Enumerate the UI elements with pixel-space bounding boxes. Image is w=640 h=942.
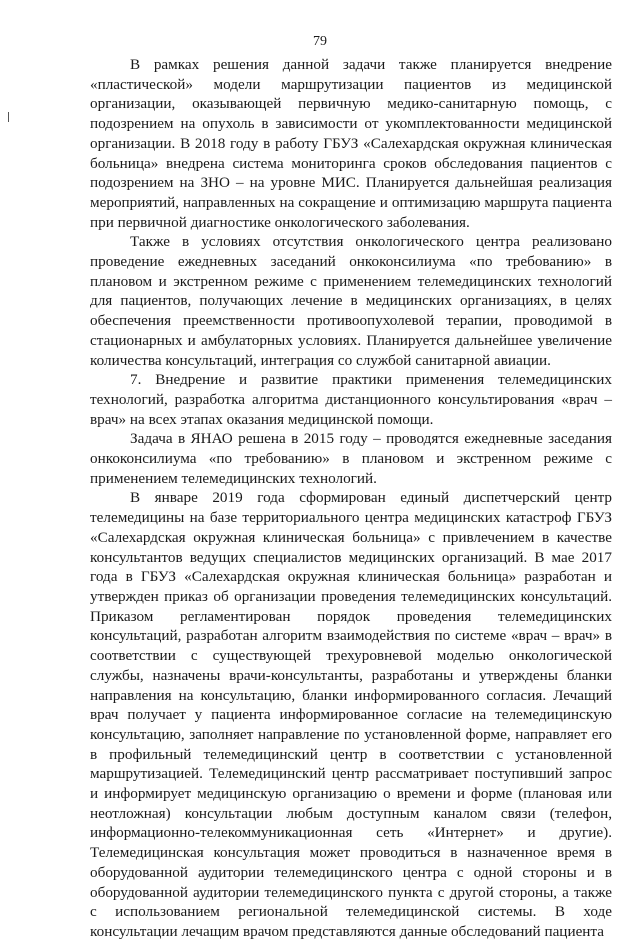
paragraph-3: 7. Внедрение и развитие практики применения телемедицинских технологий, разработка алгоритма дистанционного консультирования «врач – врач» на всех этапах оказания медицинской помощи. (90, 371, 612, 428)
paragraph-4: Задача в ЯНАО решена в 2015 году – проводятся ежедневные заседания онкоконсилиума «по требованию» в плановом и экстренном режиме с применением телемедицинских технологий. (90, 430, 612, 487)
document-body (90, 55, 612, 942)
page-number: 79 (313, 34, 327, 49)
margin-mark (8, 112, 9, 122)
paragraph-1: В рамках решения данной задачи также планируется внедрение «пластической» модели маршрутизации пациентов из медицинской организации, оказывающей первичную медико-санитарную помощь, с подозрением на опухоль в зависимости от укомплектованности медицинской организации. В 2018 году в работу ГБУЗ «Салехардская окружная клиническая больница» внедрена система мониторинга сроков обследования пациентов с подозрением на ЗНО – на уровне МИС. Планируется дальнейшая реализация мероприятий, направленных на сокращение и оптимизацию маршрута пациента при первичной диагностике онкологического заболевания. (90, 56, 612, 231)
paragraph-5: В январе 2019 года сформирован единый диспетчерский центр телемедицины на базе территориального центра медицинских катастроф ГБУЗ «Салехардская окружная клиническая больница» с привлечением в качестве консультантов ведущих специалистов медицинских организаций. В мае 2017 года в ГБУЗ «Салехардская окружная клиническая больница» разработан и утвержден приказ об организации проведения телемедицинских консультаций. Приказом регламентирован порядок проведения телемедицинских консультаций, разработан алгоритм взаимодействия по системе «врач – врач» в соответствии с существующей трехуровневой моделью онкологической службы, назначены врачи-консультанты, разработаны и утверждены бланки направления на консультацию, бланки информированного согласия. Лечащий врач получает у пациента информированное согласие на телемедицинскую консультацию, заполняет направление по установленной форме, направляет его в профильный телемедицинский центр в соответствии с установленной маршрутизацией. Телемедицинский центр рассматривает поступивший запрос и информирует медицинскую организацию о времени и форме (плановая или неотложная) консультации любым доступным каналом связи (телефон, информационно-телекоммуникационная сеть «Интернет» и другие). Телемедицинская консультация может проводиться в назначенное время в оборудованной аудитории телемедицинского центра с одной стороны и в оборудованной аудитории телемедицинского пункта с другой стороны, а также с использованием региональной телемедицинской системы. В ходе консультации лечащим врачом представляются данные обследований пациента (90, 489, 612, 940)
paragraph-2: Также в условиях отсутствия онкологического центра реализовано проведение ежедневных заседаний онкоконсилиума «по требованию» в плановом и экстренном режиме с применением телемедицинских технологий для пациентов, получающих лечение в медицинских организациях, в целях обеспечения преемственности противоопухолевой терапии, проводимой в стационарных и амбулаторных условиях. Планируется дальнейшее увеличение количества консультаций, интеграция со службой санитарной авиации. (90, 233, 612, 369)
